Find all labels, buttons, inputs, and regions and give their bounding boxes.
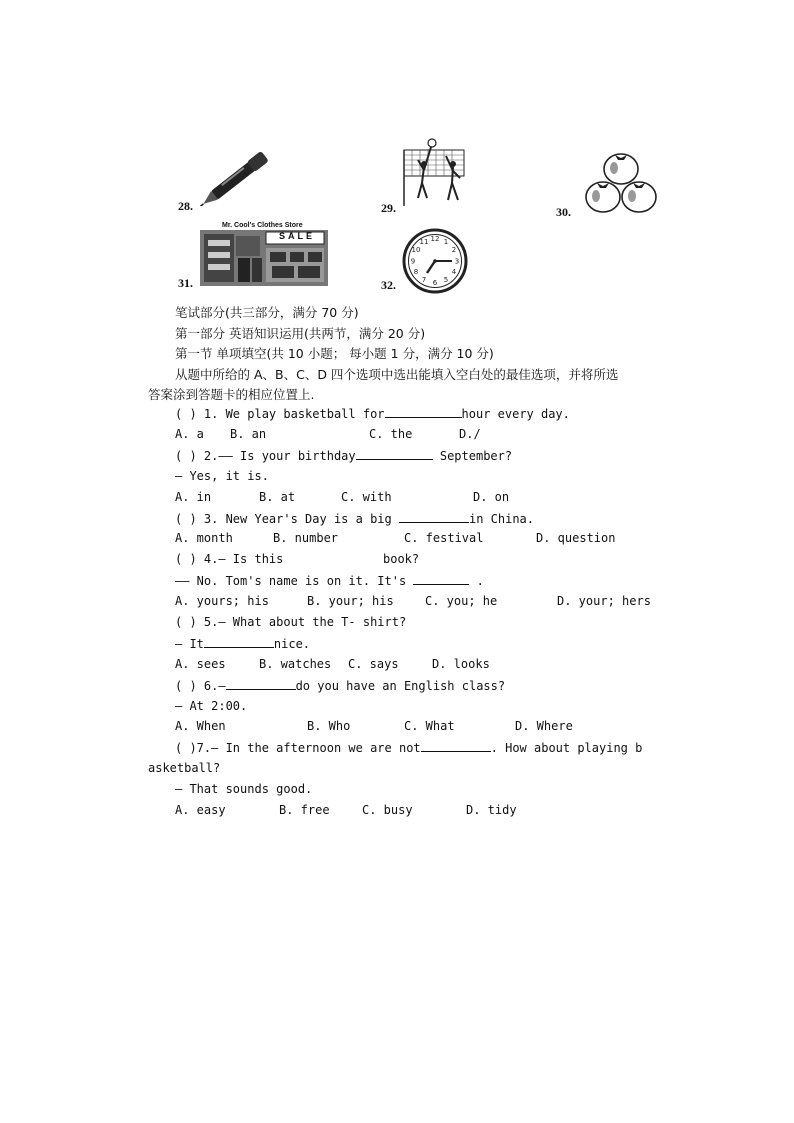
question-4-stem-end: book? [383,552,420,566]
svg-text:11: 11 [419,238,429,246]
question-7-stem-continued: asketball? [148,761,221,775]
svg-text:6: 6 [432,279,438,287]
q1-option-c: C. the [369,427,413,441]
q4-reply: —— No. Tom's name is on it. It's . [175,574,484,588]
question-6-stem: ( ) 6.— do you have an English class? [175,679,506,693]
answer-blank [385,406,462,418]
q2-option-c: C. with [341,490,392,504]
answer-blank [421,740,491,752]
svg-text:12: 12 [430,235,440,243]
q7-option-d: D. tidy [466,803,517,817]
q1-option-d: D./ [459,427,481,441]
instruction-line-2: 答案涂到答题卡的相应位置上. [148,387,315,402]
q1-option-b: B. an [230,427,267,441]
q5-option-c: C. says [348,657,399,671]
q2-option-a: A. in [175,490,212,504]
question-3-stem: ( ) 3. New Year's Day is a big in China. [175,512,534,526]
volleyball-icon [402,138,468,212]
q2-option-b: B. at [259,490,296,504]
q3-option-b: B. number [273,531,339,545]
svg-text:4: 4 [451,268,457,276]
q5-option-a: A. sees [175,657,226,671]
q3-option-a: A. month [175,531,233,545]
q6-option-c: C. What [404,719,455,733]
q3-option-d: D. question [536,531,616,545]
q6-option-d: D. Where [515,719,573,733]
picture-number-32: 32. [381,278,396,292]
question-5-stem: ( ) 5.— What about the T- shirt? [175,615,407,629]
clothes-store-icon [200,222,328,286]
picture-number-30: 30. [556,205,571,219]
svg-text:1: 1 [443,238,449,246]
q6-reply: — At 2:00. [175,699,248,713]
pen-icon [200,146,280,210]
picture-number-28: 28. [178,199,193,213]
svg-text:8: 8 [413,268,419,276]
part1-heading: 第一部分 英语知识运用(共两节，满分 20 分) [175,326,426,341]
q7-option-b: B. free [279,803,330,817]
q7-option-c: C. busy [362,803,413,817]
svg-text:9: 9 [410,257,416,266]
q4-option-c: C. you; he [425,594,498,608]
answer-blank [226,678,296,690]
answer-blank [356,448,433,460]
question-7-stem: ( )7.— In the afternoon we are not . How about playing b [175,741,643,755]
svg-text:7: 7 [421,276,427,284]
picture-number-29: 29. [381,201,396,215]
q4-option-b: B. your; his [307,594,394,608]
q7-option-a: A. easy [175,803,226,817]
q3-option-c: C. festival [404,531,484,545]
instruction-line-1: 从题中所给的 A、B、C、D 四个选项中选出能填入空白处的最佳选项，并将所选 [175,367,619,382]
q5-option-b: B. watches [259,657,332,671]
q2-reply: — Yes, it is. [175,469,269,483]
question-1-stem: ( ) 1. We play basketball for hour every day. [175,407,570,421]
q1-option-a: A. a [175,427,204,441]
answer-blank [413,573,469,585]
tomatoes-icon [583,146,659,222]
svg-text:10: 10 [411,246,421,254]
q6-option-a: A. When [175,719,226,733]
picture-number-31: 31. [178,276,193,290]
question-4-stem: ( ) 4.— Is this [175,552,284,566]
q5-option-d: D. looks [432,657,490,671]
q4-option-d: D. your; hers [557,594,651,608]
written-part-heading: 笔试部分(共三部分，满分 70 分) [175,305,359,320]
answer-blank [399,511,469,523]
section1-heading: 第一节 单项填空(共 10 小题； 每小题 1 分，满分 10 分) [175,346,494,361]
sale-sign: SALE [278,231,315,241]
q7-reply: — That sounds good. [175,782,313,796]
svg-text:5: 5 [443,276,449,284]
q5-reply: — It nice. [175,637,311,651]
store-name: Mr. Cool's Clothes Store [222,222,303,229]
q6-option-b: B. Who [307,719,351,733]
q4-option-a: A. yours; his [175,594,269,608]
svg-text:3: 3 [454,257,460,266]
clock-icon [400,226,470,300]
question-2-stem: ( ) 2.—— Is your birthday September? [175,449,513,463]
svg-text:2: 2 [451,246,457,254]
q2-option-d: D. on [473,490,510,504]
answer-blank [204,636,274,648]
